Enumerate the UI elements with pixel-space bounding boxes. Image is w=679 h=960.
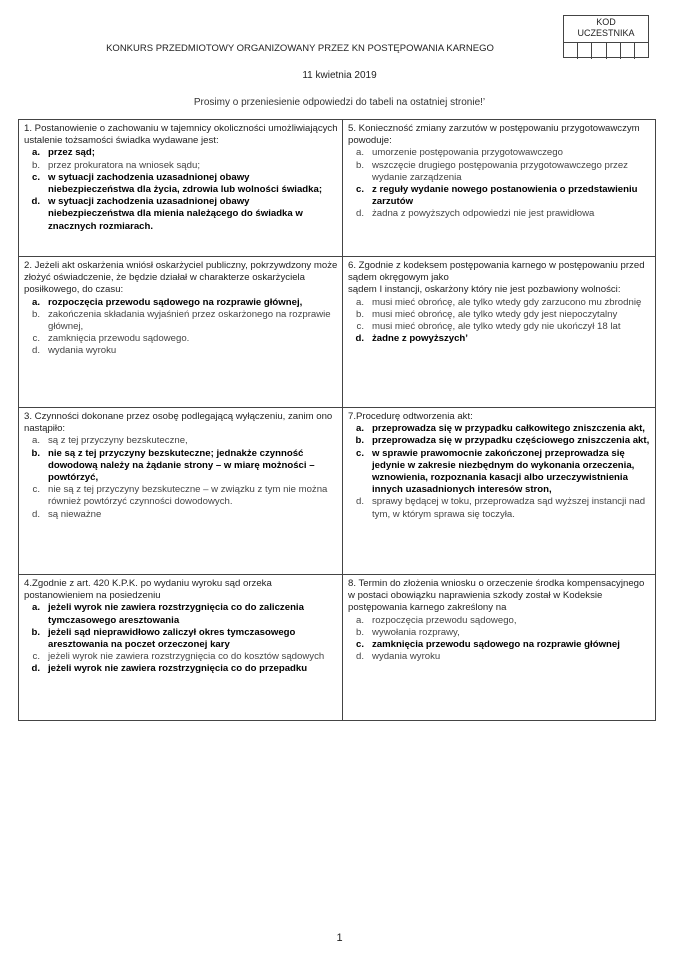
option-text: jeżeli wyrok nie zawiera rozstrzygnięcia co do zaliczenia tymczasowego aresztowania (48, 602, 304, 626)
answer-option (24, 602, 338, 626)
option-text: musi mieć obrońcę, ale tylko wtedy gdy jest niepoczytalny (372, 308, 618, 320)
answer-option (24, 196, 338, 233)
answer-option (348, 160, 651, 184)
question-text: 6. Zgodnie z kodeksem postępowania karnego w postępowaniu przed sądem okręgowym jako sądem I instancji, oskarżony który nie jest pozbawiony wolności: (348, 260, 645, 296)
option-letter: b. (355, 435, 364, 447)
option-letter: a. (355, 423, 364, 435)
option-text: z reguły wydanie nowego postanowienia o przedstawieniu zarzutów (372, 184, 638, 208)
answer-option (24, 172, 338, 196)
option-letter: c. (32, 484, 40, 496)
option-text: przeprowadza się w przypadku całkowitego zniszczenia akt, (372, 423, 645, 435)
option-text: są nieważne (48, 508, 102, 520)
option-letter: a. (31, 296, 40, 308)
option-letter: b. (355, 308, 364, 320)
option-letter: c. (32, 333, 40, 345)
option-text: rozpoczęcia przewodu sądowego na rozprawie głównej, (48, 296, 303, 308)
question-text: 2. Jeżeli akt oskarżenia wniósł oskarżyciel publiczny, pokrzywdzony może złożyć oświadczenie, że będzie działał w charakterze oskarżyciela posiłkowego, do czasu: (24, 260, 338, 296)
answer-option (348, 184, 651, 208)
option-letter: c. (32, 651, 40, 663)
question-text: 5. Konieczność zmiany zarzutów w postępowaniu przygotowawczym powoduje: (348, 123, 640, 147)
option-letter: c. (355, 447, 364, 459)
answer-option (348, 639, 651, 651)
option-text: zamknięcia przewodu sądowego na rozprawie głównej (372, 639, 620, 651)
option-text: musi mieć obrońcę, ale tylko wtedy gdy zarzucono mu zbrodnię (372, 296, 642, 308)
answer-option (24, 297, 338, 309)
option-letter: c. (355, 184, 364, 196)
option-letter: a. (355, 296, 364, 308)
option-text: umorzenie postępowania przygotowawczego (372, 147, 563, 159)
question-text: 1. Postanowienie o zachowaniu w tajemnicy okoliczności umożliwiających ustalenie tożsamości świadka wydawane jest: (24, 123, 338, 147)
question-cell (19, 257, 343, 408)
question-cell (343, 575, 655, 720)
participant-code-label (564, 16, 648, 42)
option-text: przez sąd; (48, 147, 95, 159)
question-cell (343, 408, 655, 575)
option-letter: d. (355, 496, 364, 508)
answer-option (24, 509, 338, 521)
option-text: jeżeli wyrok nie zawiera rozstrzygnięcia co do przepadku (48, 663, 308, 675)
option-text: w sprawie prawomocnie zakończonej przeprowadza się jedynie w zakresie niezbędnym do wykonania orzeczenia, wznowienia, rozpoznania kasacji albo urzeczywistnienia innych uzasadnionych interesów stron, (372, 447, 635, 496)
option-text: sprawy będącej w toku, przeprowadza sąd wyższej instancji nad tym, w którym sprawa się toczyła. (372, 496, 646, 520)
option-letter: b. (31, 447, 40, 459)
option-text: w sytuacji zachodzenia uzasadnionej obawy niebezpieczeństwa dla życia, zdrowia lub wolności świadka; (48, 171, 323, 196)
option-letter: d. (31, 196, 40, 208)
code-label-line2: UCZESTNIKA (577, 28, 635, 38)
answer-option (24, 651, 338, 663)
answer-option (348, 297, 651, 309)
document-title: KONKURS PRZEDMIOTOWY ORGANIZOWANY PRZEZ KN POSTĘPOWANIA KARNEGO (106, 43, 494, 54)
question-cell (19, 408, 343, 575)
questions-table (18, 119, 656, 721)
answer-option (24, 160, 338, 172)
option-letter: b. (31, 159, 40, 171)
option-letter: c. (355, 639, 364, 651)
answer-option (348, 309, 651, 321)
option-text: wydania wyroku (48, 345, 117, 357)
option-letter: a. (31, 435, 40, 447)
code-label-line1: KOD (596, 17, 616, 27)
answer-option (348, 448, 651, 497)
answer-option (348, 435, 651, 447)
option-letter: c. (31, 171, 40, 183)
option-letter: a. (31, 147, 40, 159)
option-text: żadne z powyższych’ (372, 333, 468, 345)
answer-option (348, 147, 651, 159)
option-letter: a. (355, 147, 364, 159)
answer-option (348, 651, 651, 663)
option-letter: d. (31, 663, 40, 675)
code-cell[interactable] (635, 43, 648, 59)
answer-option (24, 484, 338, 508)
code-cell[interactable] (621, 43, 635, 59)
option-text: jeżeli sąd nieprawidłowo zaliczył okres tymczasowego aresztowania na poczet orzeczonej kary (48, 626, 296, 651)
answer-option (24, 309, 338, 333)
answer-option (24, 147, 338, 159)
answer-option (24, 448, 338, 485)
option-letter: c. (356, 321, 364, 333)
option-text: żadna z powyższych odpowiedzi nie jest prawidłowa (372, 208, 595, 220)
question-text: 7.Procedurę odtworzenia akt: (348, 411, 473, 422)
option-text: w sytuacji zachodzenia uzasadnionej obawy niebezpieczeństwa dla mienia należącego do świadka w znacznych rozmiarach. (48, 196, 303, 232)
document-date: 11 kwietnia 2019 (302, 70, 377, 81)
answer-option (24, 333, 338, 345)
option-letter: a. (31, 602, 40, 614)
answer-option (348, 423, 651, 435)
option-letter: b. (31, 308, 40, 320)
option-letter: d. (31, 508, 40, 520)
question-cell (343, 120, 655, 257)
answer-option (348, 627, 651, 639)
page-number: 1 (336, 932, 343, 944)
code-cell[interactable] (607, 43, 621, 59)
option-text: nie są z tej przyczyny bezskuteczne; jednakże czynność dowodową należy na żądanie strony – w miarę możności – powtórzyć, (48, 447, 315, 484)
question-text: 8. Termin do złożenia wniosku o orzeczenie środka kompensacyjnego w postaci obowiązku naprawienia szkody został w Kodeksie postępowania karnego zakreślony na (348, 578, 645, 614)
answer-option (348, 208, 651, 220)
answer-option (348, 333, 651, 345)
option-letter: b. (355, 626, 364, 638)
option-text: rozpoczęcia przewodu sądowego, (372, 614, 517, 626)
answer-option (24, 435, 338, 447)
option-letter: a. (355, 614, 364, 626)
answer-option (348, 615, 651, 627)
question-cell (19, 575, 343, 720)
option-text: musi mieć obrońcę, ale tylko wtedy gdy nie ukończył 18 lat (372, 321, 621, 333)
answer-option (24, 345, 338, 357)
option-letter: b. (31, 626, 40, 638)
option-text: zakończenia składania wyjaśnień przez oskarżonego na rozprawie głównej, (48, 308, 331, 333)
option-letter: b. (355, 159, 364, 171)
option-text: przez prokuratora na wniosek sądu; (48, 159, 200, 171)
option-letter: d. (355, 333, 364, 345)
option-text: wszczęcie drugiego postępowania przygotowawczego przez wydanie zarządzenia (372, 159, 628, 183)
option-text: wywołania rozprawy, (372, 626, 460, 638)
answer-option (348, 496, 651, 520)
question-text: 3. Czynności dokonane przez osobę podlegającą wyłączeniu, zanim ono nastąpiło: (24, 411, 333, 435)
option-text: zamknięcia przewodu sądowego. (48, 333, 190, 345)
question-cell (343, 257, 655, 408)
answer-option (24, 627, 338, 651)
answer-option (348, 321, 651, 333)
question-cell (19, 120, 343, 257)
option-letter: d. (355, 208, 364, 220)
instruction-note: Prosimy o przeniesienie odpowiedzi do tabeli na ostatniej stronie!’ (193, 97, 486, 108)
option-text: jeżeli wyrok nie zawiera rozstrzygnięcia co do kosztów sądowych (48, 651, 325, 663)
option-text: są z tej przyczyny bezskuteczne, (48, 435, 188, 447)
option-letter: d. (355, 651, 364, 663)
answer-option (24, 663, 338, 675)
option-text: przeprowadza się w przypadku częściowego zniszczenia akt, (372, 435, 650, 447)
option-text: wydania wyroku (372, 651, 441, 663)
option-letter: d. (31, 345, 40, 357)
question-text: 4.Zgodnie z art. 420 K.P.K. po wydaniu wyroku sąd orzeka postanowieniem na posiedzeniu (24, 578, 272, 602)
option-text: nie są z tej przyczyny bezskuteczne – w związku z tym nie można również powtórzyć czynności dowodowych. (48, 484, 328, 508)
